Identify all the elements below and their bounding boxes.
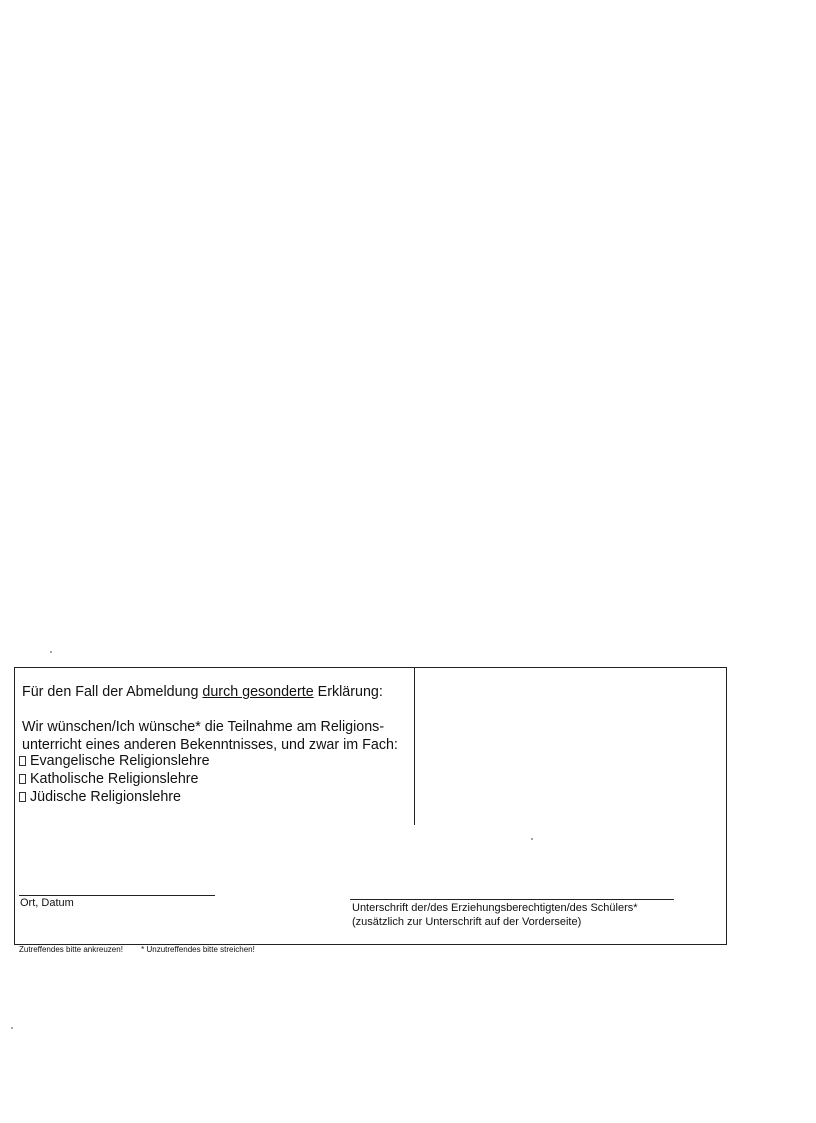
place-date-label: Ort, Datum: [20, 897, 74, 909]
option-katholisch[interactable]: [19, 770, 210, 788]
place-date-line[interactable]: [19, 895, 215, 896]
strike-footnote: * Unzutreffendes bitte streichen!: [141, 945, 255, 954]
checkbox-katholisch[interactable]: [19, 774, 26, 784]
signature-label: Unterschrift der/des Erziehungsberechtigten/des Schülers*: [352, 902, 638, 914]
heading-suffix: Erklärung:: [313, 684, 383, 700]
checkbox-juedisch[interactable]: [19, 792, 26, 802]
scan-speck: [11, 1027, 13, 1029]
vertical-divider: [414, 668, 415, 825]
heading-prefix: Für den Fall der Abmeldung: [22, 684, 203, 700]
heading-underlined: durch gesonderte: [202, 684, 314, 700]
signature-note: (zusätzlich zur Unterschrift auf der Vorderseite): [352, 916, 582, 928]
option-evangelisch[interactable]: [19, 752, 210, 770]
declaration-form: [14, 667, 727, 945]
option-label-evangelisch: Evangelische Religionslehre: [30, 753, 210, 769]
option-label-katholisch: Katholische Religionslehre: [30, 771, 199, 787]
check-footnote: Zutreffendes bitte ankreuzen!: [19, 945, 123, 954]
option-juedisch[interactable]: [19, 788, 210, 806]
option-label-juedisch: Jüdische Religionslehre: [30, 789, 181, 805]
request-line-2: unterricht eines anderen Bekenntnisses, und zwar im Fach:: [22, 737, 398, 753]
signature-caption: [352, 901, 638, 929]
signature-line[interactable]: [350, 899, 674, 900]
scan-speck: [50, 651, 52, 653]
subject-options: [19, 752, 210, 806]
request-line-1: Wir wünschen/Ich wünsche* die Teilnahme am Religions-: [22, 719, 385, 735]
footnotes: [19, 945, 255, 954]
request-text: [22, 718, 398, 754]
form-heading: [22, 684, 383, 700]
checkbox-evangelisch[interactable]: [19, 756, 26, 766]
